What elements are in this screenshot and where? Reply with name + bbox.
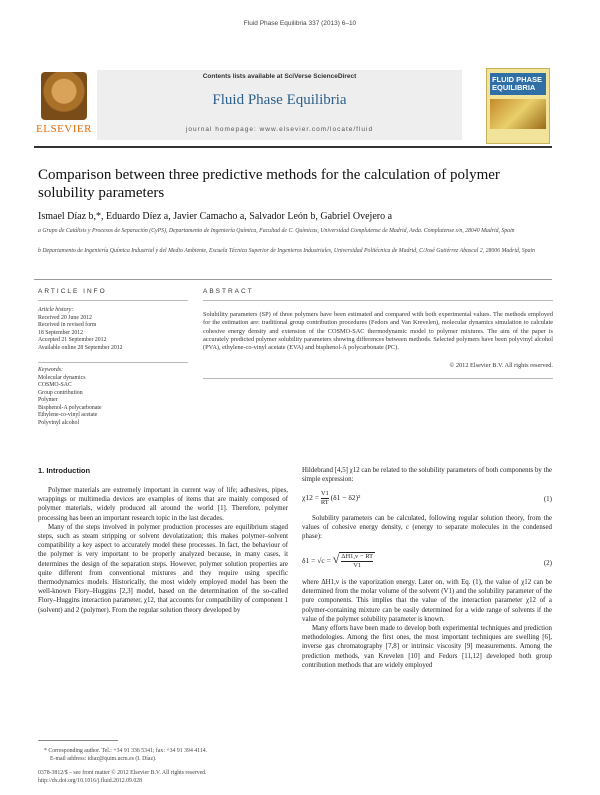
equation-2: δ1 = √c = √ $\frac{\Delta H1,v - RT}{V1}$ (2)	[302, 552, 552, 569]
section-rule	[34, 279, 552, 280]
right-column	[302, 578, 552, 670]
elsevier-tree-icon	[41, 72, 87, 120]
paragraph: where ΔH1,v is the vaporization energy. Later on, with Eq. (1), the value of χ12 can be determined from the molar volume of the solvent (V1) and the solubility parameter of the pure components. This implies that the value of the interaction parameter χ12 of a polymer-containing mixture can be easily determined for a wide range of solvents if the value of the polymer solubility parameter is known.	[302, 579, 552, 623]
article-info-rule	[38, 300, 188, 301]
journal-cover	[486, 68, 550, 144]
article-info-heading: ARTICLE INFO	[38, 288, 107, 295]
doi-link[interactable]: http://dx.doi.org/10.1016/j.fluid.2012.09.028	[38, 778, 143, 784]
article-title: Comparison between three predictive methods for the calculation of polymer solubility parameters	[38, 167, 500, 201]
keyword: Group contribution	[38, 389, 83, 396]
keyword: Ethylene-co-vinyl acetate	[38, 412, 98, 418]
keyword: Polymer	[38, 397, 58, 403]
keyword: Polyvinyl alcohol	[38, 419, 80, 426]
history-item: Received in revised form	[38, 322, 97, 328]
eq1-fraction	[321, 490, 329, 507]
keyword: Molecular dynamics	[38, 374, 86, 381]
publisher-name: ELSEVIER	[36, 123, 92, 135]
eq1-tail: (δ1 − δ2)²	[330, 493, 361, 503]
history-item: Accepted 21 September 2012	[38, 337, 107, 343]
abstract-heading: ABSTRACT	[203, 288, 254, 295]
abstract-copyright: © 2012 Elsevier B.V. All rights reserved.	[449, 362, 553, 369]
eq2-denominator: V1	[341, 561, 373, 570]
eq2-lhs: δ1 = √c =	[302, 556, 331, 566]
affiliation-a: a Grupo de Catálisis y Procesos de Separación (CyPS), Departamento de Ingeniería Química, Facultad de C. Químicas, Universidad Complutense de Madrid, Avda. Complutense s/n, 28040 Madrid, Spain	[38, 228, 515, 234]
contents-line[interactable]: Contents lists available at SciVerse ScienceDirect	[202, 73, 357, 80]
left-column	[38, 486, 288, 615]
journal-title: Fluid Phase Equilibria	[212, 92, 347, 108]
right-intro	[302, 466, 552, 484]
abstract-bottom-rule	[203, 378, 553, 379]
keywords	[38, 367, 188, 427]
abstract-rule	[203, 300, 553, 301]
keyword: Bisphenol-A polycarbonate	[38, 404, 102, 411]
keywords-rule	[38, 362, 188, 363]
eq1-numerator: V1	[320, 490, 329, 497]
journal-homepage[interactable]: journal homepage: www.elsevier.com/locate/fluid	[185, 126, 374, 133]
article-history	[38, 307, 188, 352]
history-item: Received 20 June 2012	[38, 314, 92, 321]
footnote-rule	[38, 740, 118, 741]
eq2-fraction	[341, 553, 373, 570]
paragraph: Polymer materials are extremely important in current way of life; adhesives, pipes, wrappings or multimedia devices are examples of items that are mainly composed of polymer materials, widely produced all around the world [1]. Therefore, polymer processing has been an important research topic in the last decades.	[38, 487, 288, 522]
history-item: 18 September 2012	[38, 329, 84, 336]
header-rule	[34, 146, 552, 148]
history-item: Available online 28 September 2012	[38, 344, 123, 351]
abstract-text: Solubility parameters (SP) of three polymers have been estimated and compared with both experimental values. The methods employed for the estimation are: traditional group contribution procedures (Fedors and Van Krevelen), molecular dynamics simulation to calculate cohesive energy density and extension of the COSMO-SAC thermodynamic model to polymer mixtures. The aim of the paper is accurately predicted polymer solubility parameters showing differences between methods. Selected polymers have been polyvinyl alcohol (PVA), ethylene-co-vinyl acetate (EVA) and bisphenol-A polycarbonate (PC).	[203, 311, 553, 352]
eq1-lhs: χ12 =	[302, 493, 319, 503]
paragraph: Many of the steps involved in polymer production processes are equilibrium staged steps, such as steam stripping or solvent devolatization; this makes polymer–solvent compatibility a key aspect to accurately model these processes. In fact, the behaviour of the polymer is very important to be properly analyzed because, in many cases, it determines the design of the separation steps. However, polymer solution properties are quite different from conventional mixtures and they require using specific thermodynamics models. Historically, the most widely employed model has been the well-known Flory–Huggins [2,3] model, based on the determination of the so-called Flory–Huggins interaction parameter, χ12, that accounts for compatibility of component 1 (solvent) and 2 (polymer). From the regular solution theory developed by	[38, 523, 288, 614]
equation-1	[302, 490, 552, 507]
affiliation-b: b Departamento de Ingeniería Química Industrial y del Medio Ambiente, Escuela Técnica Superior de Ingenieros Industriales, Universidad Politécnica de Madrid, C/José Gutiérrez Abascal 2, 28006 Madrid, Spain	[38, 248, 536, 254]
issn-line: 0378-3812/$ – see front matter © 2012 Elsevier B.V. All rights reserved.	[38, 770, 207, 776]
history-label: Article history:	[38, 307, 74, 313]
authors: Ismael Díaz b,*, Eduardo Díez a, Javier Camacho a, Salvador León b, Gabriel Ovejero a	[38, 211, 393, 222]
section-title: 1. Introduction	[38, 466, 91, 475]
eq2-numerator: ΔH1,v − RT	[341, 553, 374, 560]
paragraph: Many efforts have been made to develop both experimental techniques and prediction methodologies. Among the first ones, the most important techniques are swelling [6], inverse gas chromatography [7,8] or intrinsic viscosity [9] measurements. Among the prediction methods, van Krevelen [10] and Fedors [11,12] developed both group contribution methods that are widely employed	[302, 625, 552, 669]
keyword: COSMO-SAC	[38, 382, 72, 388]
eq2-label: (2)	[543, 559, 552, 567]
paragraph: Hildebrand [4,5] χ12 can be related to the solubility parameters of both components by the simple expression:	[302, 467, 552, 484]
corresponding-author: * Corresponding author. Tel.: +34 91 336 5341; fax: +34 91 394 4114.	[44, 748, 208, 754]
eq2-radical	[339, 552, 375, 570]
journal-reference: Fluid Phase Equilibria 337 (2013) 6–10	[243, 20, 357, 27]
keywords-label: Keywords:	[38, 367, 63, 373]
cover-title: FLUID PHASE EQUILIBRIA	[490, 73, 546, 95]
elsevier-logo	[34, 70, 94, 140]
cover-image	[490, 99, 546, 129]
email-address[interactable]: E-mail address: idiaz@quim.ucm.es (I. Díaz).	[50, 756, 157, 762]
eq1-label: (1)	[543, 495, 552, 503]
right-mid	[302, 514, 552, 542]
eq1-denominator: RT	[320, 499, 329, 506]
paragraph: Solubility parameters can be calculated, following regular solution theory, from the values of cohesive energy density, c (energy to separate molecules in the condensed phase):	[302, 515, 552, 541]
